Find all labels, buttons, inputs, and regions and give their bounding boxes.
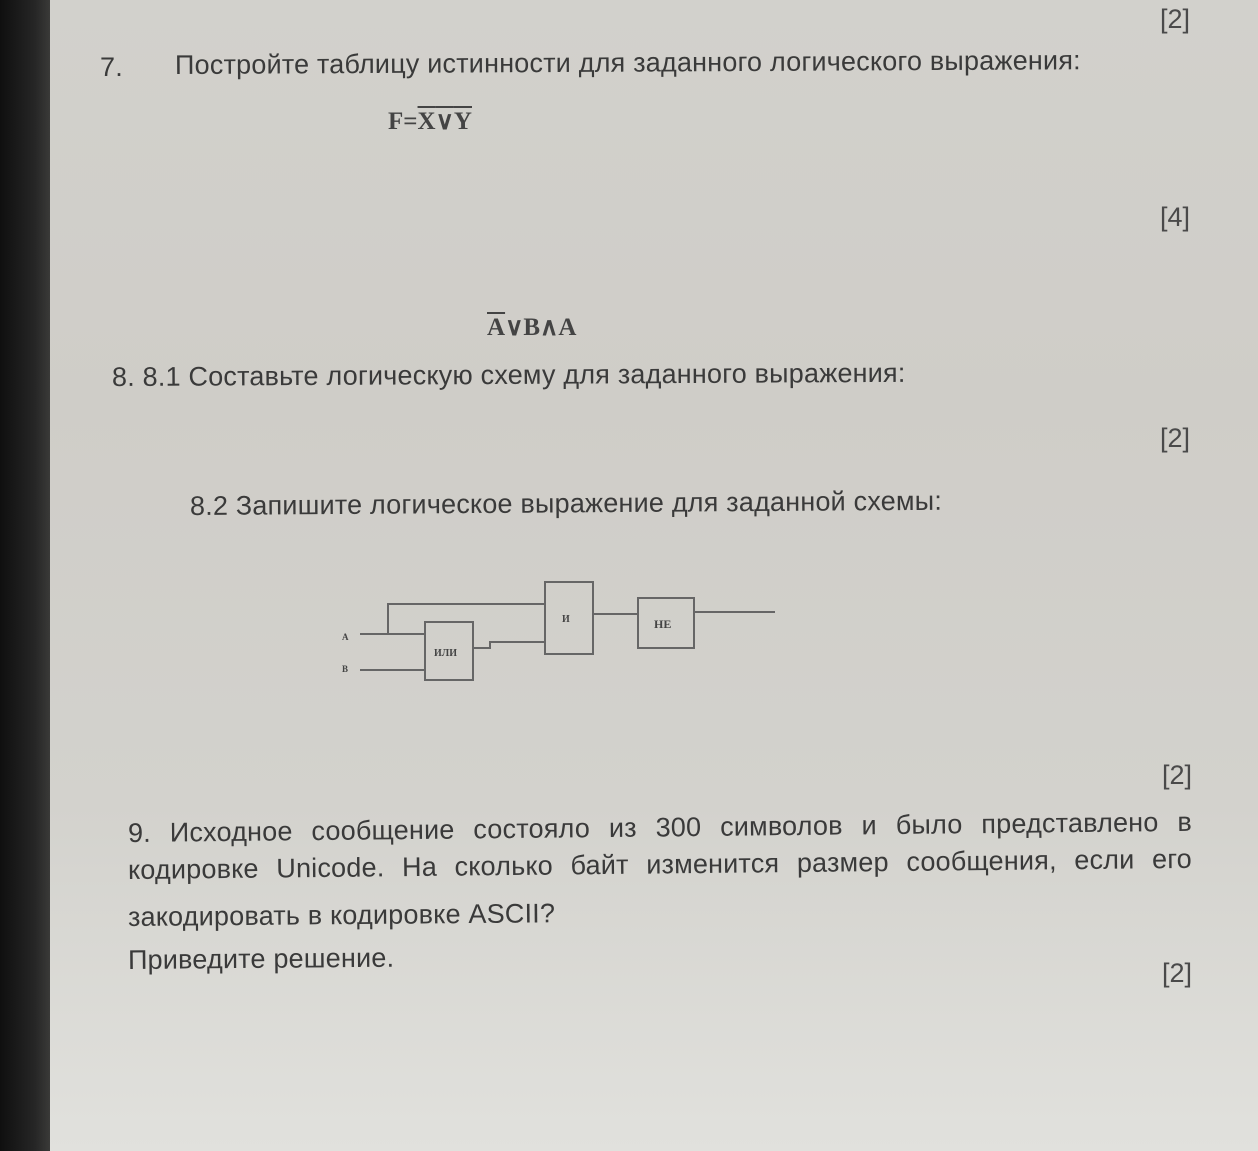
question-8-expression	[487, 312, 576, 342]
or-gate-label: ИЛИ	[434, 648, 458, 659]
input-b-label: B	[342, 664, 349, 674]
question-9-line-2: кодировке Unicode. На сколько байт изменится размер сообщения, если его	[127, 843, 1193, 885]
score-mark: [2]	[1162, 760, 1193, 790]
logic-circuit-diagram	[330, 570, 790, 700]
expression-rest: ∨B∧A	[505, 314, 577, 341]
score-mark: [4]	[1160, 202, 1191, 232]
question-8-1-text: 8. 8.1 Составьте логическую схему для заданного выражения:	[111, 357, 906, 392]
question-7-text: Постройте таблицу истинности для заданного логического выражения:	[174, 45, 1081, 80]
question-8-2-text: 8.2 Запишите логическое выражение для заданной схемы:	[189, 485, 943, 521]
formula-lhs: F=	[388, 108, 418, 135]
question-7-number: 7.	[100, 52, 123, 82]
worksheet-page	[50, 0, 1258, 1151]
wire-or-out	[473, 642, 545, 648]
expression-negated-a: $\overline{A}$	[487, 314, 506, 341]
screen-edge	[0, 0, 50, 1151]
wire-a-branch	[388, 604, 545, 634]
formula-negated-y: Y	[453, 108, 472, 135]
question-9-line-3: закодировать в кодировке ASCII?	[127, 898, 556, 932]
score-mark: [2]	[1160, 4, 1191, 34]
question-9-line-4: Приведите решение.	[127, 942, 395, 975]
formula-negated-group: X∨Y	[417, 108, 472, 135]
score-mark: [2]	[1160, 423, 1191, 453]
not-gate-label: НЕ	[654, 617, 672, 631]
score-mark: [2]	[1162, 958, 1193, 988]
question-7-formula	[388, 106, 472, 136]
and-gate-label: И	[562, 614, 570, 625]
question-9-line-1: 9. Исходное сообщение состояло из 300 символов и было представлено в	[127, 806, 1193, 848]
input-a-label: A	[342, 632, 349, 642]
